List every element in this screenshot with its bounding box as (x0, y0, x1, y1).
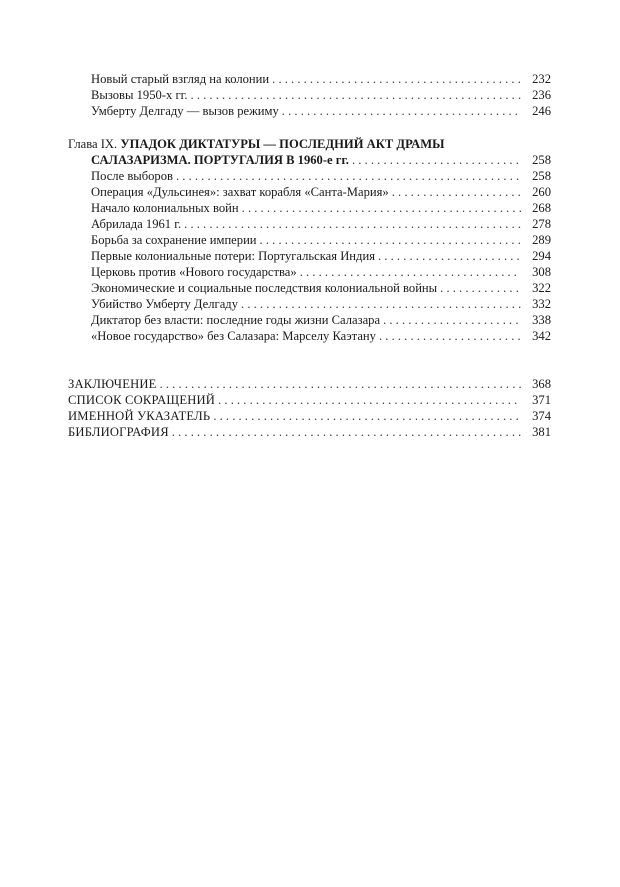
toc-entry-page: 338 (532, 313, 551, 327)
toc-entry-title: Начало колониальных войн (91, 201, 239, 215)
toc-entry-major (68, 392, 551, 408)
toc-entry-page: 246 (532, 104, 551, 118)
toc-entry-page: 371 (532, 393, 551, 407)
toc-entry-title: Умберту Делгаду — вызов режиму (91, 104, 279, 118)
toc-entry-title: БИБЛИОГРАФИЯ (68, 425, 169, 439)
dot-leader (379, 328, 521, 344)
toc-entry (91, 248, 551, 264)
dot-leader (272, 71, 521, 87)
dot-leader (172, 424, 521, 440)
toc-entry-title: Новый старый взгляд на колонии (91, 72, 270, 86)
toc-entry-major (68, 408, 551, 424)
toc-entry (91, 216, 551, 232)
toc-entry (91, 200, 551, 216)
dot-leader (160, 376, 521, 392)
dot-leader (191, 87, 521, 103)
toc-entry-page: 258 (532, 169, 551, 183)
dot-leader (242, 200, 521, 216)
toc-entry-page: 368 (532, 377, 551, 391)
toc-entry-title: ИМЕННОЙ УКАЗАТЕЛЬ (68, 409, 211, 423)
dot-leader (378, 248, 521, 264)
chapter-title-line2: САЛАЗАРИЗМА. ПОРТУГАЛИЯ В 1960-е гг. (91, 153, 349, 167)
toc-entry (91, 280, 551, 296)
toc-entry-page: 332 (532, 297, 551, 311)
toc-entry-title: Первые колониальные потери: Португальская Индия (91, 249, 375, 263)
dot-leader (300, 264, 521, 280)
dot-leader (392, 184, 521, 200)
toc-entry-page: 268 (532, 201, 551, 215)
toc-entry-major (68, 376, 551, 392)
dot-leader (383, 312, 521, 328)
dot-leader (241, 296, 521, 312)
toc-entry-page: 289 (532, 233, 551, 247)
toc-entry-title: Экономические и социальные последствия колониальной войны (91, 281, 438, 295)
toc-entry (91, 71, 551, 87)
dot-leader (260, 232, 521, 248)
toc-entry (91, 184, 551, 200)
toc-entry (91, 168, 551, 184)
toc-entry-page: 236 (532, 88, 551, 102)
dot-leader (218, 392, 521, 408)
toc-entry-page: 308 (532, 265, 551, 279)
toc-entry-title: После выборов (91, 169, 173, 183)
toc-entry-major (68, 424, 551, 440)
toc-entry-title: Вызовы 1950-х гг. (91, 88, 188, 102)
chapter-heading (68, 136, 551, 152)
dot-leader (352, 152, 521, 168)
dot-leader (184, 216, 521, 232)
toc-entry-page: 278 (532, 217, 551, 231)
toc-entry-title: Борьба за сохранение империи (91, 233, 257, 247)
chapter-title-line1: УПАДОК ДИКТАТУРЫ — ПОСЛЕДНИЙ АКТ ДРАМЫ (120, 137, 445, 151)
toc-entry (91, 232, 551, 248)
toc-entry (91, 264, 551, 280)
toc-entry-page: 260 (532, 185, 551, 199)
toc-entry (91, 312, 551, 328)
dot-leader (213, 408, 521, 424)
toc-entry-page: 232 (532, 72, 551, 86)
toc-entry (91, 103, 551, 119)
dot-leader (440, 280, 521, 296)
toc-entry (91, 328, 551, 344)
dot-leader (176, 168, 521, 184)
toc-entry-title: СПИСОК СОКРАЩЕНИЙ (68, 393, 216, 407)
toc-entry-title: Операция «Дульсинея»: захват корабля «Санта-Мария» (91, 185, 389, 199)
dot-leader (282, 103, 521, 119)
toc-entry-title: Абрилада 1961 г. (91, 217, 182, 231)
toc-entry-page: 374 (532, 409, 551, 423)
chapter-number: Глава IX. (68, 137, 118, 151)
toc-entry-page: 322 (532, 281, 551, 295)
toc-entry-title: Церковь против «Нового государства» (91, 265, 297, 279)
toc-entry-page: 381 (532, 425, 551, 439)
toc-entry-title: ЗАКЛЮЧЕНИЕ (68, 377, 157, 391)
toc-entry-page: 342 (532, 329, 551, 343)
chapter-page: 258 (532, 153, 551, 167)
toc-entry-title: «Новое государство» без Салазара: Марселу Каэтану (91, 329, 376, 343)
toc-entry (91, 87, 551, 103)
toc-entry (91, 296, 551, 312)
toc-entry-title: Диктатор без власти: последние годы жизни Салазара (91, 313, 381, 327)
toc-entry-title: Убийство Умберту Делгаду (91, 297, 239, 311)
toc-entry-page: 294 (532, 249, 551, 263)
chapter-title-row (91, 152, 551, 168)
